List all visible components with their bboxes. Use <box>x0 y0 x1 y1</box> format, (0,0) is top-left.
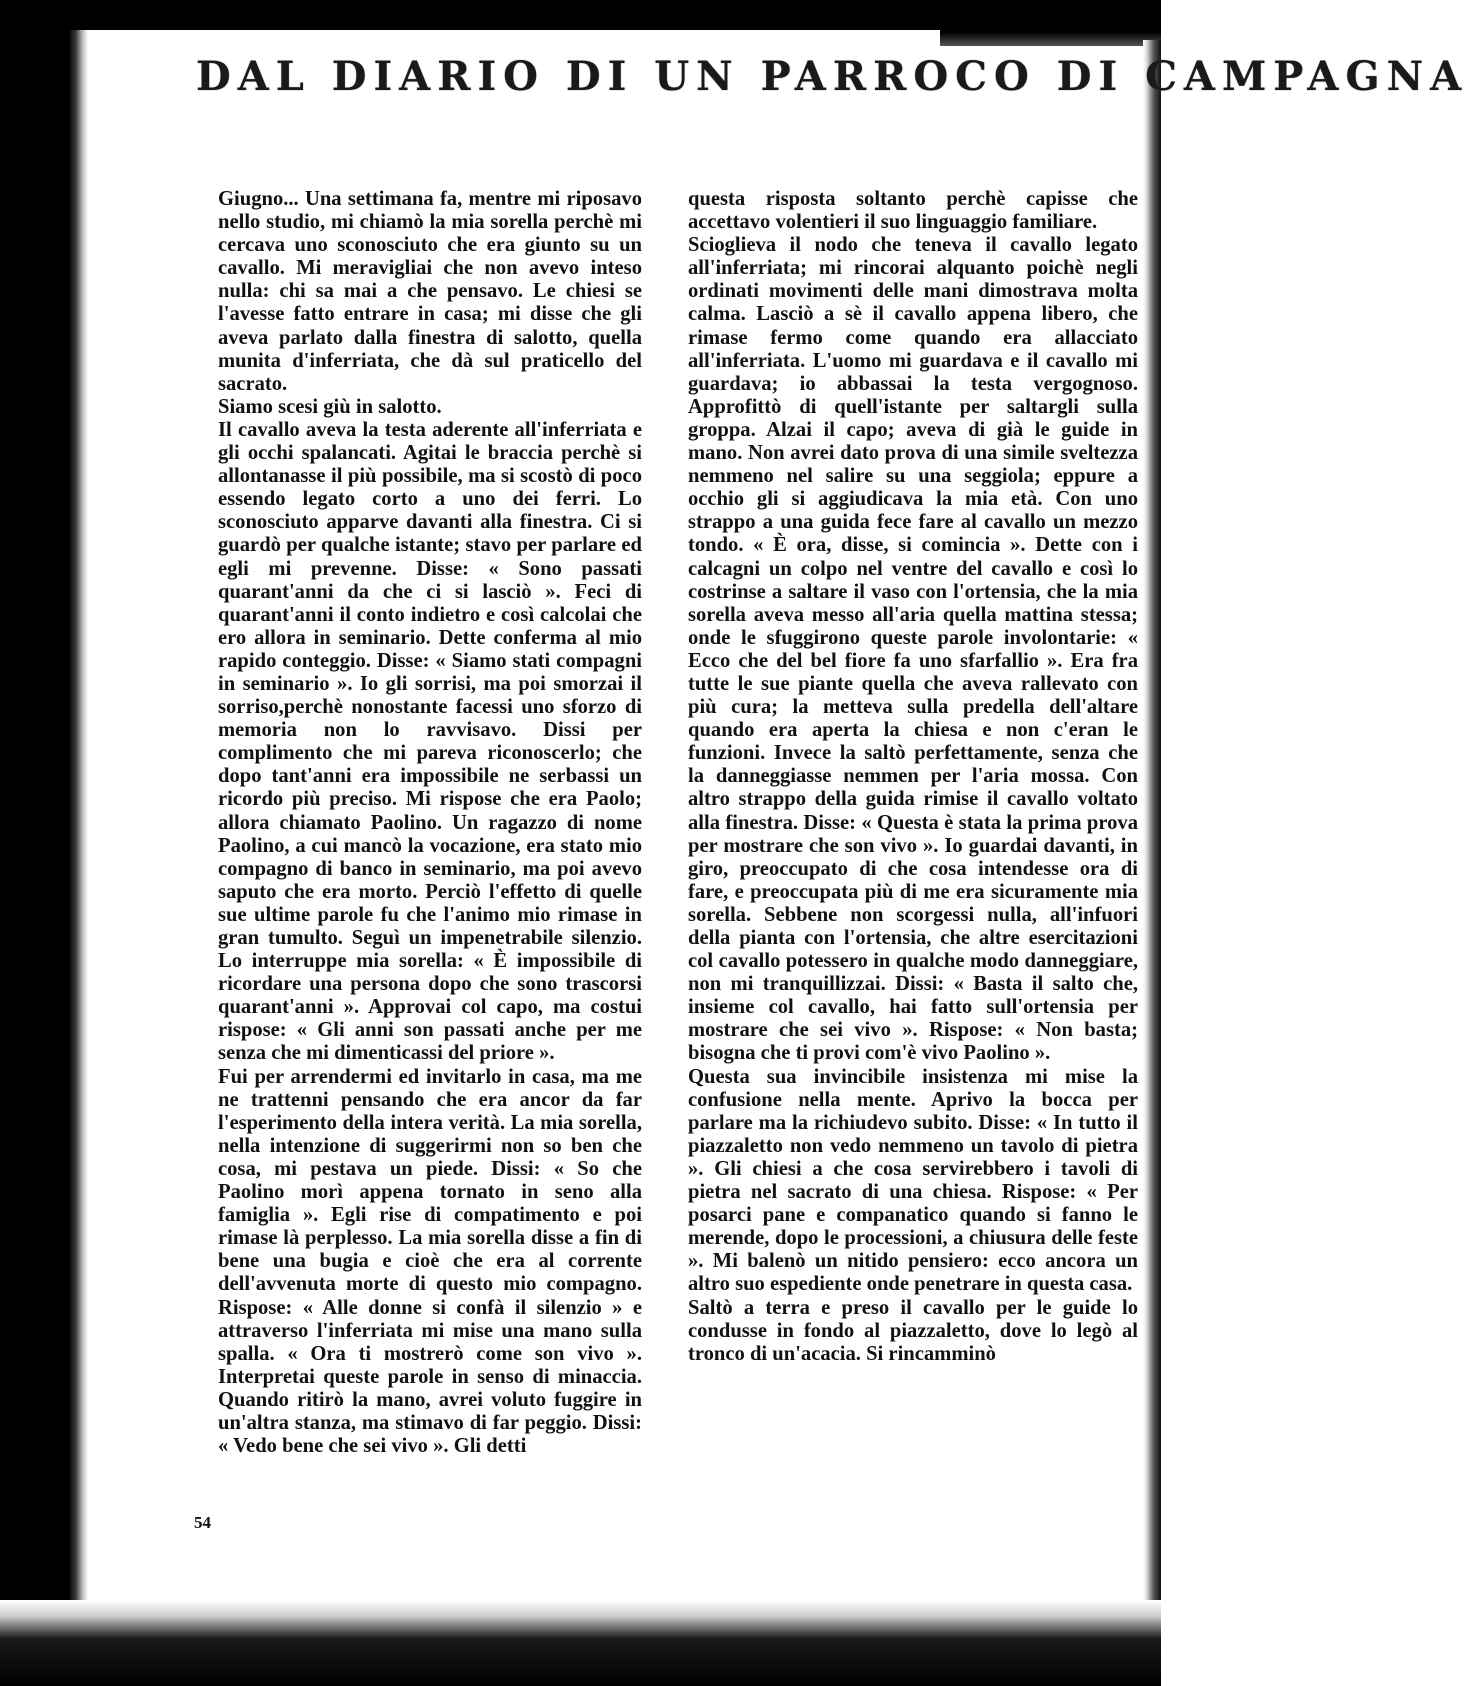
scan-border-bottom <box>0 1600 1161 1686</box>
scan-border-left <box>0 0 88 1686</box>
running-head: DAL DIARIO DI UN PARROCO DI CAMPAGNA <box>196 53 1468 100</box>
paragraph: Siamo scesi giù in salotto. <box>218 395 442 418</box>
scan-border-top <box>0 0 950 30</box>
paragraph: Scioglieva il nodo che teneva il cavallo legato all'inferriata; mi rincorai alquanto poichè negli ordinati movimenti delle mani dimostrava molta calma. Lasciò a sè il cavallo appena libero, che rimase fermo come quando era allacciato all'inferriata. L'uomo mi guardava e il cavallo mi guardava; io abbassai la testa vergognoso. Approfittò di quell'istante per saltargli sulla groppa. Alzai il capo; aveva di già le guide in mano. Non avrei dato prova di una simile sveltezza nemmeno nel salire su una seggiola; eppure a occhio gli si aggiudicava la mia età. Con uno strappo a una guida fece fare al cavallo un mezzo tondo. « È ora, disse, si comincia ». Dette con i calcagni un colpo nel ventre del cavallo e così lo costrinse a saltare il vaso con l'ortensia, che la mia sorella aveva messo all'aria quella mattina stessa; onde le sfuggirono queste parole involontarie: « Ecco che del bel fiore fa uno sfarfallio ». Era fra tutte le sue piante quella che aveva rallevato con più cura; la metteva sulla predella dell'altare quando era aperta la chiesa e non c'eran le funzioni. Invece la saltò perfettamente, senza che la danneggiasse nemmen per l'aria mossa. Con altro strappo della guida rimise il cavallo voltato alla finestra. Disse: « Questa è stata la prima prova per mostrare che son vivo ». Io guardai davanti, in giro, preoccupato di che cosa intendesse ora di fare, e preoccupata più di me era sicuramente mia sorella. Sebbene non scorgessi nulla, all'infuori della pianta con l'ortensia, che altre esercitazioni col cavallo potessero in qualche modo danneggiare, non mi tranquillizzai. Dissi: « Basta il salto che, insieme col cavallo, hai fatto sull'ortensia per mostrare che sei vivo ». Rispose: « Non basta; bisogna che ti provi com'è vivo Paolino ». <box>688 234 1138 1065</box>
scan-border-right <box>1143 40 1161 1680</box>
paragraph: Fui per arrendermi ed invitarlo in casa, ma me ne trattenni pensando che era ancor da far l'esperimento della intera verità. La mia sorella, nella intenzione di suggerirmi non so ben che cosa, mi pestava un piede. Dissi: « So che Paolino morì appena tornato in seno alla famiglia ». Egli rise di compatimento e poi rimase là perplesso. La mia sorella disse a fin di bene una bugia e cioè che era al corrente dell'avvenuta morte di questo mio compagno. Rispose: « Alle donne si confà il silenzio » e attraverso l'inferriata mi mise una mano sulla spalla. « Ora ti mostrerò come son vivo ». Interpretai queste parole in senso di minaccia. Quando ritirò la mano, avrei voluto fuggire in un'altra stanza, ma stimavo di far peggio. Dissi: « Vedo bene che sei vivo ». Gli detti <box>218 1065 642 1458</box>
paragraph: Questa sua invincibile insistenza mi mise la confusione nella mente. Aprivo la bocca per parlare ma la richiudevo subito. Disse: « In tutto il piazzaletto non vedo nemmeno un tavolo di pietra ». Gli chiesi a che cosa servirebbero i tavoli di pietra nel sacrato di una chiesa. Rispose: « Per posarci pane e companatico quando si fanno le merende, dopo le processioni, a chiusura delle feste ». Mi balenò un nitido pensiero: ecco ancora un altro suo espediente onde penetrare in questa casa. <box>688 1065 1138 1296</box>
paragraph: Il cavallo aveva la testa aderente all'inferriata e gli occhi spalancati. Agitai le braccia perchè si allontanasse il più possibile, ma si scostò di poco essendo legato corto a uno dei ferri. Lo sconosciuto apparve davanti alla finestra. Ci si guardò per qualche istante; stavo per parlare ed egli mi prevenne. Disse: « Sono passati quarant'anni da che ci si lasciò ». Feci di quarant'anni il conto indietro e così calcolai che ero allora in seminario. Dette conferma al mio rapido conteggio. Disse: « Siamo stati compagni in seminario ». Io gli sorrisi, ma poi smorzai il sorriso,perchè nonostante facessi uno sforzo di memoria non lo ravvisavo. Dissi per complimento che mi pareva riconoscerlo; che dopo tant'anni era impossibile ne serbassi un ricordo più preciso. Mi rispose che era Paolo; allora chiamato Paolino. Un ragazzo di nome Paolino, a cui mancò la vocazione, era stato mio compagno di banco in seminario, ma poi avevo saputo che era morto. Perciò l'effetto di quelle sue ultime parole fu che l'animo mio rimase in gran tumulto. Seguì un impenetrabile silenzio. Lo interruppe mia sorella: « È impossibile di ricordare una persona dopo che sono trascorsi quarant'anni ». Approvai col capo, ma costui rispose: « Gli anni son passati anche per me senza che mi dimenticassi del priore ». <box>218 418 642 1065</box>
paragraph: questa risposta soltanto perchè capisse che accettavo volentieri il suo linguaggio familiare. <box>688 188 1138 234</box>
paragraph: Saltò a terra e preso il cavallo per le guide lo condusse in fondo al piazzaletto, dove lo legò al tronco di un'acacia. Si rincamminò <box>688 1296 1138 1365</box>
text-column-left <box>218 188 642 1458</box>
paragraph: Giugno... Una settimana fa, mentre mi riposavo nello studio, mi chiamò la mia sorella perchè mi cercava uno sconosciuto che era giunto su un cavallo. Mi meravigliai che non avevo inteso nulla: chi sa mai a che pensavo. Le chiesi se l'avesse fatto entrare in casa; mi disse che gli aveva parlato dalla finestra di salotto, quella munita d'inferriata, che dà sul praticello del sacrato. <box>218 188 642 395</box>
page-number: 54 <box>194 1513 211 1532</box>
scan-border-top-right <box>940 0 1161 46</box>
text-column-right <box>688 188 1138 1366</box>
